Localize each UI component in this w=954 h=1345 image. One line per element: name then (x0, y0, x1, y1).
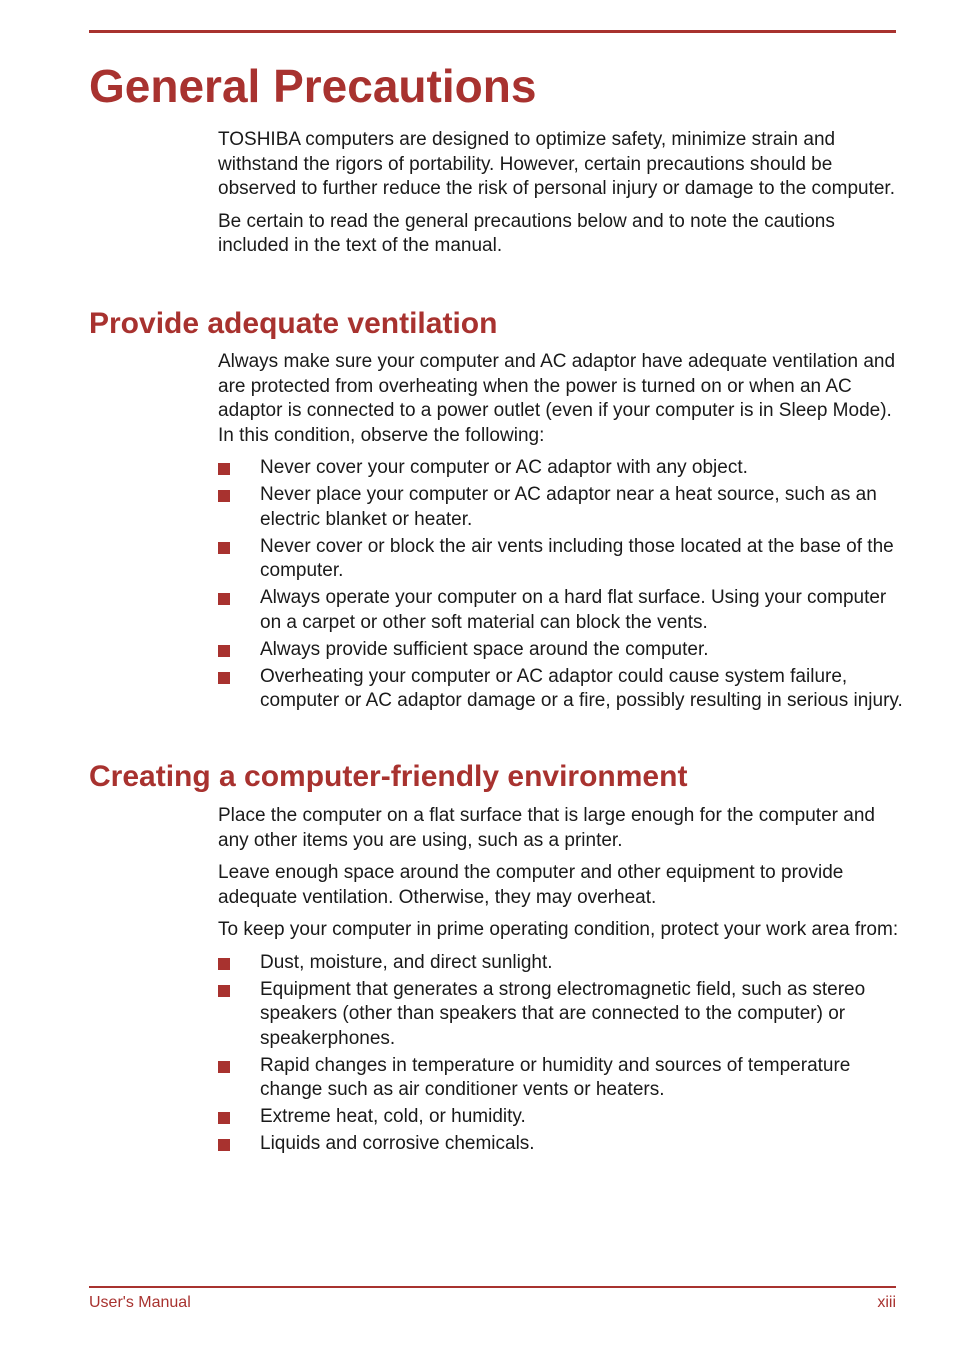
intro-block (218, 128, 908, 267)
list-item-text: Always operate your computer on a hard flat surface. Using your computer on a carpet or other soft material can block the vents. (260, 587, 887, 633)
list-item-text: Always provide sufficient space around the computer. (260, 638, 709, 660)
section-heading-ventilation: Provide adequate ventilation (89, 307, 498, 340)
page-number: xiii (877, 1294, 896, 1311)
bullet-list (218, 951, 908, 1157)
section-body-ventilation (218, 350, 908, 716)
list-item (218, 1105, 908, 1130)
footer-manual-label: User's Manual (89, 1294, 191, 1311)
list-item-text: Never cover or block the air vents including those located at the base of the computer. (260, 535, 894, 581)
list-item (218, 483, 908, 532)
list-item-text: Dust, moisture, and direct sunlight. (260, 951, 553, 973)
square-bullet-icon (218, 1112, 230, 1124)
list-item (218, 1132, 908, 1157)
square-bullet-icon (218, 985, 230, 997)
header-rule (89, 30, 896, 33)
section-paragraph: Place the computer on a flat surface that is large enough for the computer and any other items you are using, such as a printer. (218, 805, 875, 851)
square-bullet-icon (218, 1139, 230, 1151)
list-item-text: Overheating your computer or AC adaptor could cause system failure, computer or AC adaptor damage or a fire, possibly resulting in serious injury. (260, 665, 903, 711)
square-bullet-icon (218, 463, 230, 475)
square-bullet-icon (218, 645, 230, 657)
list-item (218, 951, 908, 976)
list-item (218, 1054, 908, 1103)
section-heading-environment: Creating a computer-friendly environment (89, 760, 688, 793)
bullet-list (218, 456, 908, 714)
list-item (218, 978, 908, 1052)
section-paragraph: Leave enough space around the computer and other equipment to provide adequate ventilation. Otherwise, they may overheat. (218, 862, 844, 908)
section-body-environment (218, 804, 908, 1159)
square-bullet-icon (218, 1061, 230, 1073)
list-item-text: Liquids and corrosive chemicals. (260, 1133, 535, 1154)
page-title: General Precautions (89, 60, 537, 112)
list-item (218, 535, 908, 584)
square-bullet-icon (218, 490, 230, 502)
list-item-text: Extreme heat, cold, or humidity. (260, 1106, 526, 1127)
section-paragraph: Always make sure your computer and AC adaptor have adequate ventilation and are protected from overheating when the power is turned on or when an AC adaptor is connected to a power outlet (even if your computer is in Sleep Mode). In this condition, observe the following: (218, 351, 896, 446)
intro-paragraph: TOSHIBA computers are designed to optimize safety, minimize strain and withstand the rigors of portability. However, certain precautions should be observed to further reduce the risk of personal injury or damage to the computer. (218, 129, 895, 199)
square-bullet-icon (218, 593, 230, 605)
square-bullet-icon (218, 958, 230, 970)
list-item (218, 665, 908, 714)
intro-paragraph: Be certain to read the general precautions below and to note the cautions included in the text of the manual. (218, 210, 835, 256)
square-bullet-icon (218, 542, 230, 554)
list-item (218, 456, 908, 481)
list-item (218, 586, 908, 635)
section-paragraph: To keep your computer in prime operating condition, protect your work area from: (218, 919, 899, 940)
footer-rule (89, 1286, 896, 1288)
square-bullet-icon (218, 672, 230, 684)
list-item (218, 638, 908, 663)
list-item-text: Never place your computer or AC adaptor near a heat source, such as an electric blanket or heater. (260, 484, 877, 530)
list-item-text: Rapid changes in temperature or humidity and sources of temperature change such as air conditioner vents or heaters. (260, 1054, 851, 1100)
list-item-text: Equipment that generates a strong electromagnetic field, such as stereo speakers (other than speakers that are connected to the computer) or speakerphones. (260, 978, 866, 1049)
list-item-text: Never cover your computer or AC adaptor with any object. (260, 457, 748, 478)
